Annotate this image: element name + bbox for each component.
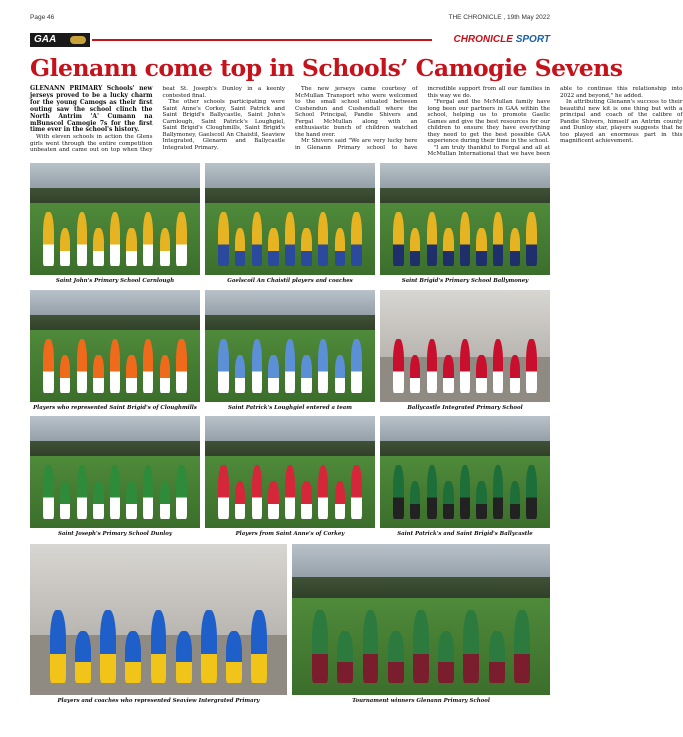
players-group <box>215 450 365 519</box>
player-figure <box>493 465 503 519</box>
player-figure <box>201 610 217 683</box>
player-figure <box>489 631 505 682</box>
player-figure <box>218 339 228 393</box>
article-paragraph: Mr Shivers said "We are very lucky here in Glenann Primary school to have incredible support from all our families in this way we do. <box>295 86 550 151</box>
player-figure <box>93 355 103 393</box>
player-figure <box>463 610 479 683</box>
player-figure <box>252 339 262 393</box>
photo-caption: Players from Saint Anne's of Corkey <box>235 531 345 537</box>
player-figure <box>60 228 70 266</box>
article-paragraph: "Fergal and the McMullan family have long been our partners in GAA within the school, helping us to promote Gaelic Games and give the best resources for our children to ensure they have everything they need to get the best possible GAA experience during their time in the school. <box>427 99 550 145</box>
players-group <box>215 324 365 393</box>
player-figure <box>176 631 192 682</box>
player-figure <box>476 228 486 266</box>
player-figure <box>393 212 403 266</box>
article-paragraph: The new jerseys came courtesy of McMullan Transport who were welcomed to the small school situated between Cushendun and Cushendall where the School Principal, Pandie Shivers and Fergal McMullan along with an enthusiastic bunch of children watched the hand over. <box>295 86 418 138</box>
player-figure <box>510 481 520 519</box>
players-group <box>390 324 540 393</box>
player-figure <box>427 339 437 393</box>
photo-caption: Saint Brigid's Primary School Ballymoney <box>401 278 529 284</box>
player-figure <box>43 212 53 266</box>
player-figure <box>160 481 170 519</box>
team-photo <box>205 416 375 528</box>
player-figure <box>301 355 311 393</box>
gaa-badge-text: GAA <box>34 34 57 45</box>
player-figure <box>335 228 345 266</box>
article-lead: GLENANN PRIMARY Schools' new jerseys proved to be a lucky charm for the young Camogs as their first outing saw the school clinch the North Antrim 'A' Cumann na mBunscol Camogie 7s for the first time ever in the school's history. <box>30 85 153 134</box>
player-figure <box>460 465 470 519</box>
player-figure <box>351 339 361 393</box>
player-figure <box>100 610 116 683</box>
photo-caption: Saint John's Primary School Carnlough <box>55 278 175 284</box>
player-figure <box>363 610 379 683</box>
player-figure <box>235 481 245 519</box>
player-figure <box>510 228 520 266</box>
player-figure <box>443 481 453 519</box>
player-figure <box>218 212 228 266</box>
player-figure <box>460 339 470 393</box>
player-figure <box>110 465 120 519</box>
player-figure <box>143 212 153 266</box>
player-figure <box>143 339 153 393</box>
player-figure <box>268 228 278 266</box>
celtic-knot-icon <box>70 36 86 44</box>
team-photo <box>380 163 550 275</box>
players-group <box>40 450 190 519</box>
team-photo <box>380 290 550 402</box>
players-group <box>40 197 190 266</box>
player-figure <box>43 339 53 393</box>
player-figure <box>526 339 536 393</box>
player-figure <box>60 355 70 393</box>
article-paragraph: With eleven schools in action the Glens girls went through the entire competition unbeaten and came out on top when they beat St. Joseph's Dunloy in a keenly contested final. <box>30 86 285 154</box>
player-figure <box>126 481 136 519</box>
page-header-line <box>30 14 550 26</box>
player-figure <box>60 481 70 519</box>
player-figure <box>93 228 103 266</box>
player-figure <box>125 631 141 682</box>
team-photo <box>205 163 375 275</box>
article-paragraph: The other schools participating were Saint Anne's Corkey, Saint Patrick and Saint Brigid's Ballycastle, Saint John's Carnlough, Saint Patrick's Loughgiel, Saint Brigid's Cloughmills, Saint Brigid's Ballymoney, Gaelscoil An Chaistil, Seaview Integrated, Glenarm and Ballycastle Integrated Primary. <box>162 99 285 151</box>
section-banner <box>30 33 550 47</box>
player-figure <box>77 465 87 519</box>
player-figure <box>252 212 262 266</box>
player-figure <box>493 339 503 393</box>
player-figure <box>443 355 453 393</box>
player-figure <box>77 339 87 393</box>
player-figure <box>126 228 136 266</box>
player-figure <box>510 355 520 393</box>
paper-name <box>453 33 550 47</box>
gaa-section-badge <box>30 33 90 47</box>
player-figure <box>438 631 454 682</box>
players-group <box>215 197 365 266</box>
player-figure <box>526 212 536 266</box>
player-figure <box>318 212 328 266</box>
player-figure <box>77 212 87 266</box>
player-figure <box>443 228 453 266</box>
player-figure <box>351 465 361 519</box>
player-figure <box>493 212 503 266</box>
photo-caption: Tournament winners Glenann Primary School <box>352 698 490 704</box>
team-photo <box>30 290 200 402</box>
player-figure <box>388 631 404 682</box>
page-number: Page 46 <box>30 14 55 21</box>
player-figure <box>176 339 186 393</box>
photo-caption: Players who represented Saint Brigid's of Cloughmills <box>33 405 197 411</box>
player-figure <box>252 465 262 519</box>
player-figure <box>143 465 153 519</box>
photo-caption: Players and coaches who represented Seaview Intergrated Primary <box>57 698 260 704</box>
team-photo <box>30 416 200 528</box>
team-photo <box>30 544 287 695</box>
player-figure <box>351 212 361 266</box>
player-figure <box>285 465 295 519</box>
player-figure <box>460 212 470 266</box>
photo-caption: Saint Joseph's Primary School Dunloy <box>57 531 173 537</box>
player-figure <box>110 339 120 393</box>
team-photo <box>292 544 550 695</box>
players-group <box>390 197 540 266</box>
player-figure <box>312 610 328 683</box>
player-figure <box>427 465 437 519</box>
player-figure <box>410 355 420 393</box>
banner-rule <box>92 39 432 41</box>
player-figure <box>151 610 167 683</box>
paper-name-sport: SPORT <box>515 34 550 45</box>
player-figure <box>393 465 403 519</box>
players-group <box>45 589 271 683</box>
player-figure <box>285 339 295 393</box>
article-paragraph: "I am truly thankful to Fergal and all at McMullan International that we have been able to continue this relationship into 2022 and beyond," he added. <box>427 86 683 158</box>
player-figure <box>50 610 66 683</box>
player-figure <box>427 212 437 266</box>
player-figure <box>337 631 353 682</box>
photo-caption: Saint Patrick's Loughgiel entered a team <box>228 405 352 411</box>
team-photo <box>205 290 375 402</box>
player-figure <box>226 631 242 682</box>
players-group <box>390 450 540 519</box>
player-figure <box>176 212 186 266</box>
player-figure <box>335 481 345 519</box>
player-figure <box>251 610 267 683</box>
team-photo <box>30 163 200 275</box>
player-figure <box>43 465 53 519</box>
players-group <box>307 589 534 683</box>
team-photo <box>380 416 550 528</box>
player-figure <box>301 481 311 519</box>
player-figure <box>410 228 420 266</box>
player-figure <box>93 481 103 519</box>
player-figure <box>160 355 170 393</box>
player-figure <box>335 355 345 393</box>
player-figure <box>476 355 486 393</box>
player-figure <box>410 481 420 519</box>
player-figure <box>301 228 311 266</box>
player-figure <box>160 228 170 266</box>
player-figure <box>126 355 136 393</box>
player-figure <box>393 339 403 393</box>
player-figure <box>514 610 530 683</box>
photo-caption: Saint Patrick's and Saint Brigid's Ballycastle <box>397 531 533 537</box>
photo-caption: Ballycastle Integrated Primary School <box>407 405 523 411</box>
player-figure <box>318 465 328 519</box>
article-paragraph: In attributing Glenann's success to their beautiful new kit is one thing but with a principal and coach of the calibre of Pandie Shivers, himself an Antrim county and Dunloy star, players suggests that he too played an enormous part in this magnificent achievement. <box>560 99 683 145</box>
player-figure <box>268 481 278 519</box>
player-figure <box>268 355 278 393</box>
article-headline: Glenann come top in Schools’ Camogie Sevens <box>30 54 623 82</box>
paper-name-chronicle: CHRONICLE <box>453 34 513 45</box>
player-figure <box>476 481 486 519</box>
player-figure <box>285 212 295 266</box>
paper-dateline: THE CHRONICLE , 19th May 2022 <box>448 14 550 21</box>
player-figure <box>110 212 120 266</box>
players-group <box>40 324 190 393</box>
article-body <box>30 85 683 164</box>
player-figure <box>218 465 228 519</box>
player-figure <box>235 228 245 266</box>
player-figure <box>176 465 186 519</box>
photo-caption: Gaelscoil An Chaistil players and coaches <box>227 278 353 284</box>
player-figure <box>526 465 536 519</box>
player-figure <box>75 631 91 682</box>
player-figure <box>413 610 429 683</box>
player-figure <box>235 355 245 393</box>
player-figure <box>318 339 328 393</box>
